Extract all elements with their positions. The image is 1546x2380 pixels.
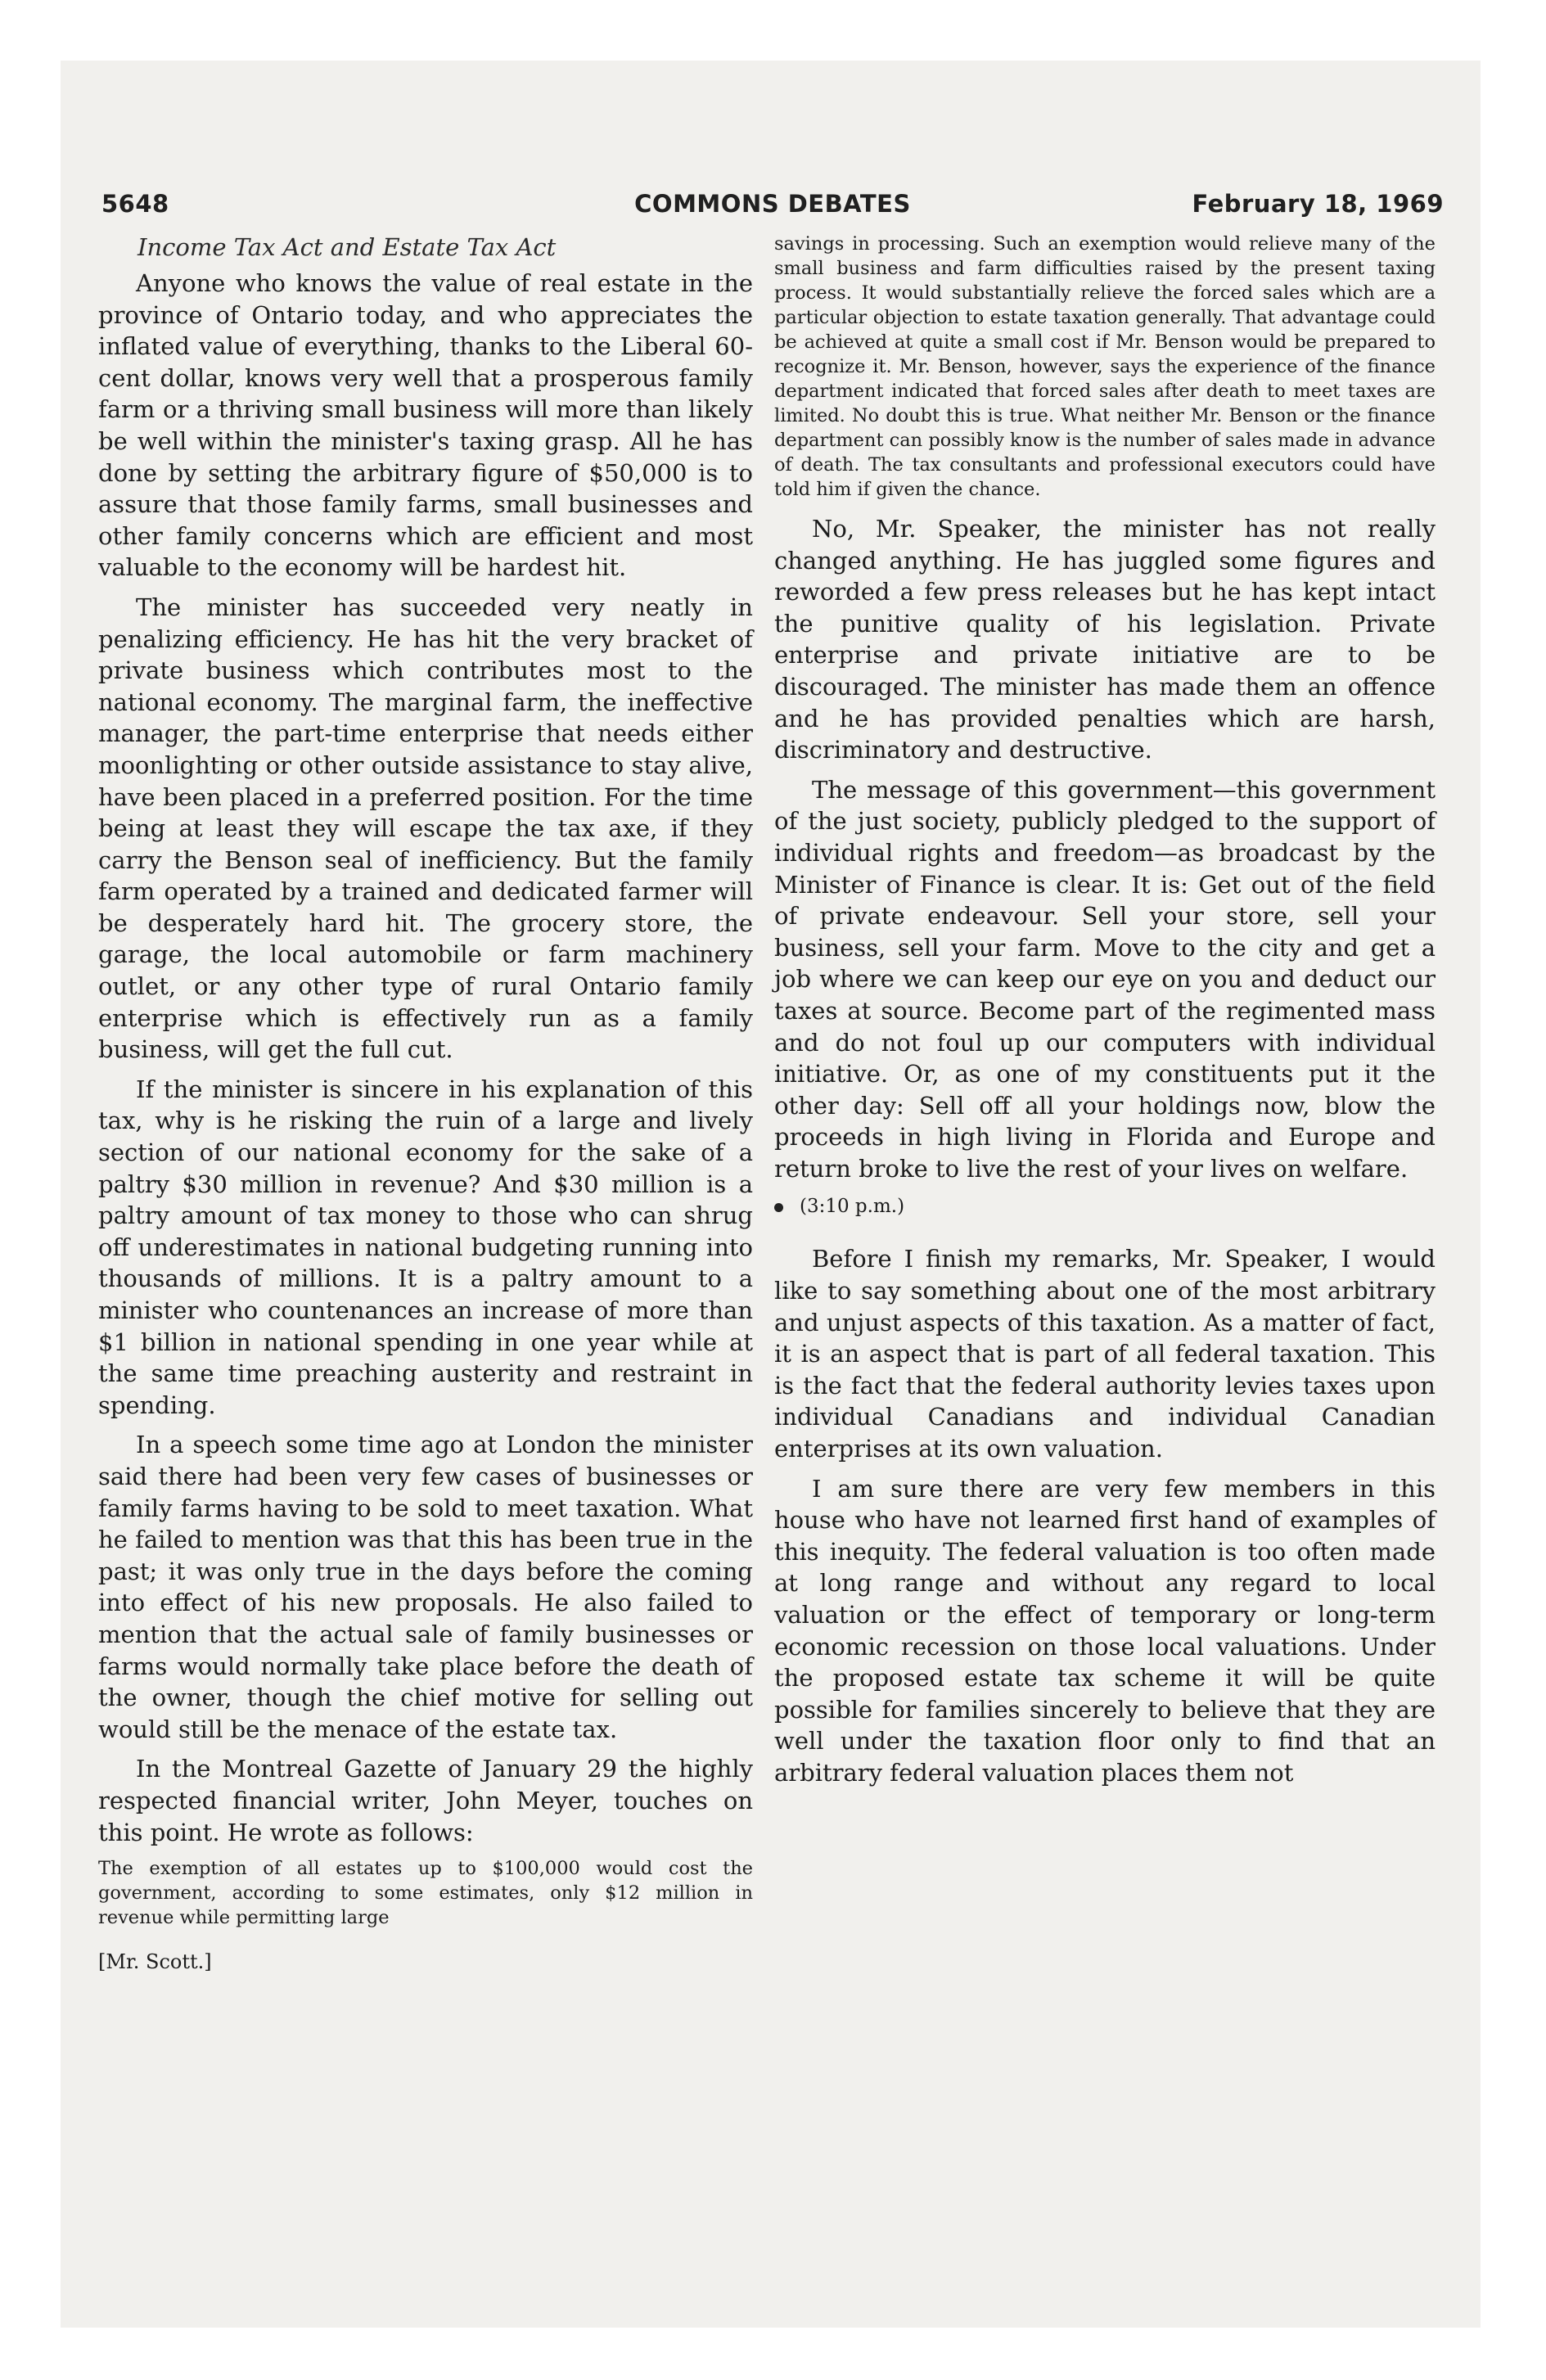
left-column [98,232,753,1976]
paragraph: The message of this government—this government of the just society, publicly pledged to the support of individual rights and freedom—as broadcast by the Minister of Finance is clear. It is: Get out of the field of private endeavour. Sell your store, sell your business, sell your farm. Move to the city and get a job where we can keep our eye on you and deduct our taxes at source. Become part of the regimented mass and do not foul up our computers with individual initiative. Or, as one of my constituents put it the other day: Sell off all your holdings now, blow the proceeds in high living in Florida and Europe and return broke to live the rest of your lives on welfare. [774,775,1436,1183]
speaker-attribution: [Mr. Scott.] [98,1950,212,1974]
paragraph: If the minister is sincere in his explanation of this tax, why is he risking the ruin of a large and lively section of our national economy for the sake of a paltry $30 million in revenue? And $30 million is a paltry amount of tax money to those who can shrug off underestimates in national budgeting running into thousands of millions. It is a paltry amount to a minister who countenances an increase of more than $1 billion in national spending in one year while at the same time preaching austerity and restraint in spending. [98,1075,753,1419]
page-number: 5648 [101,190,169,218]
time-marker-text: (3:10 p.m.) [800,1196,905,1218]
paragraph: Before I finish my remarks, Mr. Speaker, I would like to say something about one of the most arbitrary and unjust aspects of this taxation. As a matter of fact, it is an aspect that is part of all federal taxation. This is the fact that the federal authority levies taxes upon individual Canadians and individual Canadian enterprises at its own valuation. [774,1245,1436,1463]
paragraph: In the Montreal Gazette of January 29 the highly respected financial writer, John Meyer, touches on this point. He wrote as follows: [98,1755,753,1846]
running-head: Income Tax Act and Estate Tax Act [137,233,557,261]
paragraph: The minister has succeeded very neatly in penalizing efficiency. He has hit the very bracket of private business which contributes most to the national economy. The marginal farm, the ineffective manager, the part-time enterprise that needs either moonlighting or other outside assistance to stay alive, have been placed in a preferred position. For the time being at least they will escape the tax axe, if they carry the Benson seal of inefficiency. But the family farm operated by a trained and dedicated farmer will be desperately hard hit. The grocery store, the garage, the local automobile or farm machinery outlet, or any other type of rural Ontario family enterprise which is effectively run as a family business, will get the full cut. [98,593,753,1064]
publication-title: COMMONS DEBATES [634,190,911,218]
paragraph: No, Mr. Speaker, the minister has not really changed anything. He has juggled some figures and reworded a few press releases but he has kept intact the punitive quality of his legislation. Private enterprise and private initiative are to be discouraged. The minister has made them an offence and he has provided penalties which are harsh, discriminatory and destructive. [774,515,1436,764]
paragraph: In a speech some time ago at London the minister said there had been very few cases of businesses or family farms having to be sold to meet taxation. What he failed to mention was that this has been true in the past; it was only true in the days before the coming into effect of his new proposals. He also failed to mention that the actual sale of family businesses or farms would normally take place before the death of the owner, though the chief motive for selling out would still be the menace of the estate tax. [98,1431,753,1743]
block-quote: savings in processing. Such an exemption would relieve many of the small business and farm difficulties raised by the present taxing process. It would substantially relieve the forced sales which are a particular objection to estate taxation generally. That advantage could be achieved at quite a small cost if Mr. Benson would be prepared to recognize it. Mr. Benson, however, says the experience of the finance department indicated that forced sales after death to meet taxes are limited. No doubt this is true. What neither Mr. Benson or the finance department can possibly know is the number of sales made in advance of death. The tax consultants and professional executors could have told him if given the chance. [774,233,1436,500]
page-header [101,190,1444,226]
right-column [774,232,1436,1797]
block-quote: The exemption of all estates up to $100,000 would cost the government, according to some estimates, only $12 million in revenue while permitting large [98,1858,753,1929]
paragraph: Anyone who knows the value of real estate in the province of Ontario today, and who appreciates the inflated value of everything, thanks to the Liberal 60-cent dollar, knows very well that a prosperous family farm or a thriving small business will more than likely be well within the minister's taxing grasp. All he has done by setting the arbitrary figure of $50,000 is to assure that those family farms, small businesses and other family concerns which are efficient and most valuable to the economy will be hardest hit. [98,269,753,582]
page-date: February 18, 1969 [1192,190,1444,218]
paragraph: I am sure there are very few members in this house who have not learned first hand of examples of this inequity. The federal valuation is too often made at long range and without any regard to local valuation or the effect of temporary or long-term economic recession on those local valuations. Under the proposed estate tax scheme it will be quite possible for families sincerely to believe that they are well under the taxation floor only to find that an arbitrary federal valuation places them not [774,1474,1436,1787]
time-marker [774,1192,1436,1220]
bullet-dot-icon [774,1203,783,1212]
